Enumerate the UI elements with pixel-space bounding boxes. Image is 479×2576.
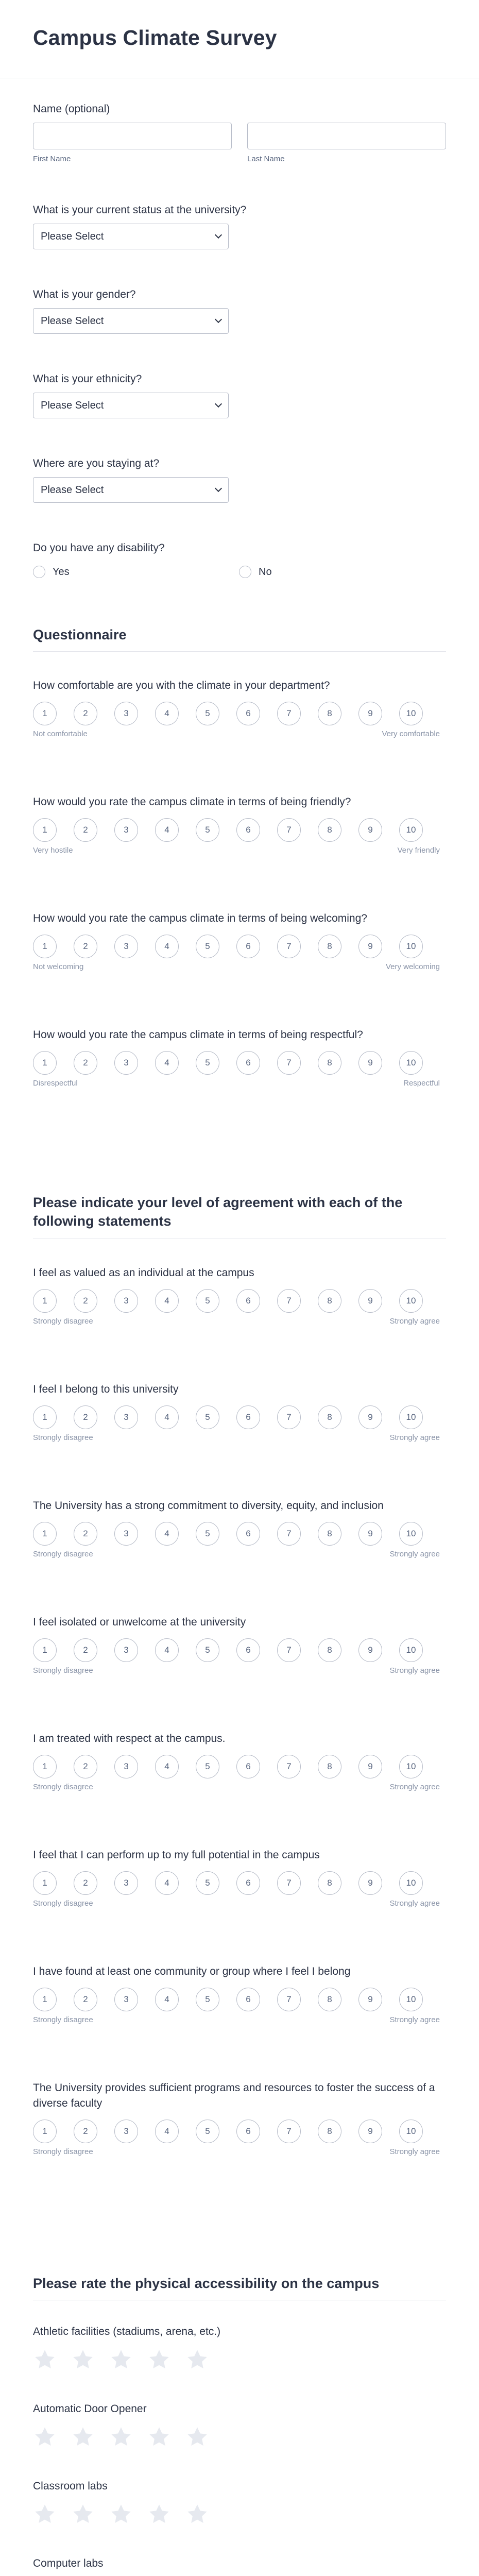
status-label: What is your current status at the university? bbox=[33, 204, 247, 216]
scale-low-label: Strongly disagree bbox=[33, 2147, 93, 2156]
questionnaire-1-rating-group bbox=[33, 678, 446, 738]
scale-high-label: Respectful bbox=[403, 1079, 440, 1088]
scale-low-label: Very hostile bbox=[33, 846, 73, 855]
scale-option-5[interactable]: 5 bbox=[196, 1988, 219, 2011]
scale-option-1[interactable]: 1 bbox=[33, 818, 57, 842]
scale-option-6[interactable]: 6 bbox=[236, 935, 260, 958]
scale-option-10[interactable]: 10 bbox=[399, 1522, 423, 1546]
scale-low-label: Disrespectful bbox=[33, 1079, 78, 1088]
scale-option-5[interactable]: 5 bbox=[196, 1871, 219, 1895]
agreement-1-rating-group bbox=[33, 1265, 446, 1326]
section-divider bbox=[33, 651, 446, 652]
star-icon[interactable] bbox=[147, 2503, 171, 2526]
scale-option-9[interactable]: 9 bbox=[358, 1871, 382, 1895]
scale-low-label: Strongly disagree bbox=[33, 1433, 93, 1442]
scale-option-2[interactable]: 2 bbox=[74, 2120, 97, 2143]
scale-options bbox=[33, 1405, 446, 1429]
agreement-6-rating-group bbox=[33, 1848, 446, 1908]
scale-option-3[interactable]: 3 bbox=[114, 1522, 138, 1546]
scale-option-6[interactable]: 6 bbox=[236, 1405, 260, 1429]
scale-option-8[interactable]: 8 bbox=[318, 1051, 341, 1075]
agreement-5-question: I am treated with respect at the campus. bbox=[33, 1733, 226, 1744]
scale-option-7[interactable]: 7 bbox=[277, 1405, 301, 1429]
scale-option-2[interactable]: 2 bbox=[74, 1988, 97, 2011]
status-select[interactable] bbox=[33, 224, 229, 249]
questionnaire-1-question: How comfortable are you with the climate in your department? bbox=[33, 680, 330, 691]
scale-option-3[interactable]: 3 bbox=[114, 1405, 138, 1429]
scale-option-6[interactable]: 6 bbox=[236, 1988, 260, 2011]
scale-option-8[interactable]: 8 bbox=[318, 1522, 341, 1546]
scale-option-4[interactable]: 4 bbox=[155, 1405, 179, 1429]
scale-option-8[interactable]: 8 bbox=[318, 1755, 341, 1778]
scale-low-label: Strongly disagree bbox=[33, 1666, 93, 1675]
agreement-2-question: I feel I belong to this university bbox=[33, 1383, 179, 1395]
star-icon[interactable] bbox=[185, 2426, 209, 2448]
scale-option-4[interactable]: 4 bbox=[155, 1522, 179, 1546]
scale-option-8[interactable]: 8 bbox=[318, 702, 341, 725]
scale-options bbox=[33, 1755, 446, 1778]
chevron-down-icon bbox=[215, 400, 222, 408]
scale-option-2[interactable]: 2 bbox=[74, 702, 97, 725]
questionnaire-heading: Questionnaire bbox=[33, 627, 127, 642]
agreement-3-rating-group bbox=[33, 1498, 446, 1558]
scale-option-9[interactable]: 9 bbox=[358, 818, 382, 842]
scale-high-label: Strongly agree bbox=[389, 1666, 440, 1675]
questionnaire-2-rating-group bbox=[33, 794, 446, 855]
scale-option-7[interactable]: 7 bbox=[277, 1522, 301, 1546]
star-rating bbox=[33, 2426, 446, 2448]
scale-high-label: Strongly agree bbox=[389, 1783, 440, 1791]
scale-high-label: Strongly agree bbox=[389, 1550, 440, 1558]
scale-options bbox=[33, 1638, 446, 1662]
scale-option-8[interactable]: 8 bbox=[318, 1638, 341, 1662]
agreement-7-question: I have found at least one community or group where I feel I belong bbox=[33, 1965, 351, 1977]
ethnicity-field-group bbox=[33, 373, 229, 418]
residence-select[interactable] bbox=[33, 477, 229, 503]
scale-option-10[interactable]: 10 bbox=[399, 1755, 423, 1778]
agreement-8-rating-group bbox=[33, 2080, 446, 2156]
scale-options bbox=[33, 1051, 446, 1075]
scale-option-8[interactable]: 8 bbox=[318, 935, 341, 958]
scale-low-label: Strongly disagree bbox=[33, 1317, 93, 1326]
accessibility-heading: Please rate the physical accessibility on the campus bbox=[33, 2276, 380, 2291]
scale-option-10[interactable]: 10 bbox=[399, 935, 423, 958]
star-icon[interactable] bbox=[109, 2503, 133, 2526]
accessibility-item-label: Automatic Door Opener bbox=[33, 2403, 147, 2415]
accessibility-item-label: Classroom labs bbox=[33, 2480, 108, 2492]
scale-option-1[interactable]: 1 bbox=[33, 1871, 57, 1895]
star-icon[interactable] bbox=[71, 2503, 95, 2526]
scale-options bbox=[33, 1871, 446, 1895]
residence-field-group bbox=[33, 457, 229, 503]
scale-option-7[interactable]: 7 bbox=[277, 1988, 301, 2011]
scale-option-4[interactable]: 4 bbox=[155, 1988, 179, 2011]
scale-option-4[interactable]: 4 bbox=[155, 702, 179, 725]
scale-option-5[interactable]: 5 bbox=[196, 702, 219, 725]
scale-option-5[interactable]: 5 bbox=[196, 935, 219, 958]
scale-option-5[interactable]: 5 bbox=[196, 2120, 219, 2143]
scale-option-6[interactable]: 6 bbox=[236, 1289, 260, 1313]
scale-option-2[interactable]: 2 bbox=[74, 1871, 97, 1895]
form-header bbox=[0, 0, 479, 78]
ethnicity-label: What is your ethnicity? bbox=[33, 373, 142, 385]
scale-options bbox=[33, 1289, 446, 1313]
disability-option-yes[interactable] bbox=[33, 566, 239, 578]
scale-option-9[interactable]: 9 bbox=[358, 702, 382, 725]
agreement-5-rating-group bbox=[33, 1731, 446, 1791]
last-name-input[interactable] bbox=[247, 123, 446, 149]
star-icon[interactable] bbox=[185, 2503, 209, 2526]
scale-option-10[interactable]: 10 bbox=[399, 702, 423, 725]
scale-option-1[interactable]: 1 bbox=[33, 2120, 57, 2143]
scale-option-2[interactable]: 2 bbox=[74, 1522, 97, 1546]
scale-option-10[interactable]: 10 bbox=[399, 1405, 423, 1429]
star-icon[interactable] bbox=[71, 2426, 95, 2448]
scale-option-3[interactable]: 3 bbox=[114, 1638, 138, 1662]
ethnicity-select-value: Please Select bbox=[41, 399, 104, 411]
scale-option-1[interactable]: 1 bbox=[33, 1051, 57, 1075]
scale-option-9[interactable]: 9 bbox=[358, 1405, 382, 1429]
scale-option-7[interactable]: 7 bbox=[277, 2120, 301, 2143]
star-icon[interactable] bbox=[33, 2426, 57, 2448]
scale-option-9[interactable]: 9 bbox=[358, 1051, 382, 1075]
scale-option-6[interactable]: 6 bbox=[236, 2120, 260, 2143]
scale-option-8[interactable]: 8 bbox=[318, 2120, 341, 2143]
star-icon[interactable] bbox=[147, 2426, 171, 2448]
scale-option-10[interactable]: 10 bbox=[399, 818, 423, 842]
accessibility-rating-1 bbox=[33, 2326, 446, 2371]
scale-option-8[interactable]: 8 bbox=[318, 1289, 341, 1313]
scale-low-label: Strongly disagree bbox=[33, 1550, 93, 1558]
scale-option-4[interactable]: 4 bbox=[155, 1051, 179, 1075]
disability-label: Do you have any disability? bbox=[33, 542, 165, 554]
name-field-group bbox=[33, 103, 446, 163]
agreement-7-rating-group bbox=[33, 1964, 446, 2024]
scale-options bbox=[33, 818, 446, 842]
page-title: Campus Climate Survey bbox=[33, 26, 277, 49]
scale-option-7[interactable]: 7 bbox=[277, 1638, 301, 1662]
accessibility-item-label: Athletic facilities (stadiums, arena, etc.) bbox=[33, 2326, 221, 2337]
scale-option-2[interactable]: 2 bbox=[74, 818, 97, 842]
scale-low-label: Strongly disagree bbox=[33, 1783, 93, 1791]
scale-option-3[interactable]: 3 bbox=[114, 2120, 138, 2143]
scale-option-7[interactable]: 7 bbox=[277, 1755, 301, 1778]
scale-option-1[interactable]: 1 bbox=[33, 935, 57, 958]
scale-option-3[interactable]: 3 bbox=[114, 935, 138, 958]
scale-low-label: Strongly disagree bbox=[33, 1899, 93, 1908]
scale-option-1[interactable]: 1 bbox=[33, 702, 57, 725]
scale-high-label: Very welcoming bbox=[385, 962, 440, 971]
radio-button[interactable] bbox=[239, 566, 251, 578]
scale-low-label: Not comfortable bbox=[33, 730, 88, 738]
questionnaire-3-question: How would you rate the campus climate in terms of being welcoming? bbox=[33, 912, 367, 924]
radio-button[interactable] bbox=[33, 566, 45, 578]
scale-option-8[interactable]: 8 bbox=[318, 1871, 341, 1895]
agreement-6-question: I feel that I can perform up to my full potential in the campus bbox=[33, 1849, 320, 1861]
scale-option-10[interactable]: 10 bbox=[399, 1638, 423, 1662]
scale-option-5[interactable]: 5 bbox=[196, 1405, 219, 1429]
scale-option-2[interactable]: 2 bbox=[74, 1289, 97, 1313]
scale-option-6[interactable]: 6 bbox=[236, 1638, 260, 1662]
scale-high-label: Strongly agree bbox=[389, 2147, 440, 2156]
star-icon[interactable] bbox=[147, 2348, 171, 2371]
questionnaire-4-question: How would you rate the campus climate in terms of being respectful? bbox=[33, 1029, 363, 1041]
first-name-sublabel: First Name bbox=[33, 155, 71, 163]
star-rating bbox=[33, 2503, 446, 2526]
scale-option-6[interactable]: 6 bbox=[236, 1755, 260, 1778]
gender-select[interactable] bbox=[33, 308, 229, 334]
star-icon[interactable] bbox=[33, 2503, 57, 2526]
scale-option-7[interactable]: 7 bbox=[277, 1871, 301, 1895]
scale-option-10[interactable]: 10 bbox=[399, 2120, 423, 2143]
first-name-input[interactable] bbox=[33, 123, 232, 149]
chevron-down-icon bbox=[215, 231, 222, 239]
last-name-sublabel: Last Name bbox=[247, 155, 285, 163]
disability-field-group bbox=[33, 542, 446, 578]
scale-option-5[interactable]: 5 bbox=[196, 1755, 219, 1778]
star-icon[interactable] bbox=[109, 2348, 133, 2371]
scale-option-1[interactable]: 1 bbox=[33, 1289, 57, 1313]
scale-option-9[interactable]: 9 bbox=[358, 1289, 382, 1313]
scale-option-10[interactable]: 10 bbox=[399, 1051, 423, 1075]
scale-option-5[interactable]: 5 bbox=[196, 1051, 219, 1075]
scale-option-5[interactable]: 5 bbox=[196, 818, 219, 842]
questionnaire-3-rating-group bbox=[33, 911, 446, 971]
residence-select-value: Please Select bbox=[41, 484, 104, 496]
scale-option-1[interactable]: 1 bbox=[33, 1988, 57, 2011]
star-icon[interactable] bbox=[71, 2348, 95, 2371]
scale-option-2[interactable]: 2 bbox=[74, 935, 97, 958]
scale-option-2[interactable]: 2 bbox=[74, 1405, 97, 1429]
scale-option-3[interactable]: 3 bbox=[114, 1755, 138, 1778]
scale-option-10[interactable]: 10 bbox=[399, 1871, 423, 1895]
scale-option-8[interactable]: 8 bbox=[318, 1988, 341, 2011]
scale-option-4[interactable]: 4 bbox=[155, 1755, 179, 1778]
scale-high-label: Strongly agree bbox=[389, 1317, 440, 1326]
scale-option-1[interactable]: 1 bbox=[33, 1405, 57, 1429]
ethnicity-select[interactable] bbox=[33, 393, 229, 418]
scale-options bbox=[33, 702, 446, 725]
scale-option-6[interactable]: 6 bbox=[236, 702, 260, 725]
scale-option-4[interactable]: 4 bbox=[155, 1871, 179, 1895]
scale-option-6[interactable]: 6 bbox=[236, 818, 260, 842]
scale-option-5[interactable]: 5 bbox=[196, 1522, 219, 1546]
scale-option-9[interactable]: 9 bbox=[358, 935, 382, 958]
star-rating bbox=[33, 2348, 446, 2371]
scale-low-label: Not welcoming bbox=[33, 962, 84, 971]
star-icon[interactable] bbox=[33, 2348, 57, 2371]
scale-option-1[interactable]: 1 bbox=[33, 1638, 57, 1662]
scale-option-4[interactable]: 4 bbox=[155, 935, 179, 958]
scale-option-4[interactable]: 4 bbox=[155, 818, 179, 842]
scale-high-label: Very comfortable bbox=[382, 730, 440, 738]
scale-option-2[interactable]: 2 bbox=[74, 1755, 97, 1778]
questionnaire-4-rating-group bbox=[33, 1027, 446, 1088]
scale-option-7[interactable]: 7 bbox=[277, 1289, 301, 1313]
radio-label: No bbox=[259, 566, 272, 578]
scale-option-9[interactable]: 9 bbox=[358, 2120, 382, 2143]
star-icon[interactable] bbox=[109, 2426, 133, 2448]
accessibility-rating-2 bbox=[33, 2403, 446, 2448]
scale-options bbox=[33, 1988, 446, 2011]
accessibility-rating-4 bbox=[33, 2557, 446, 2576]
scale-option-10[interactable]: 10 bbox=[399, 1988, 423, 2011]
scale-option-8[interactable]: 8 bbox=[318, 818, 341, 842]
accessibility-item-label: Computer labs bbox=[33, 2557, 104, 2569]
scale-options bbox=[33, 1522, 446, 1546]
scale-option-3[interactable]: 3 bbox=[114, 818, 138, 842]
agreement-4-rating-group bbox=[33, 1615, 446, 1675]
scale-high-label: Strongly agree bbox=[389, 1899, 440, 1908]
gender-label: What is your gender? bbox=[33, 289, 136, 300]
scale-option-7[interactable]: 7 bbox=[277, 818, 301, 842]
status-select-value: Please Select bbox=[41, 230, 104, 242]
agreement-1-question: I feel as valued as an individual at the campus bbox=[33, 1267, 254, 1279]
accessibility-rating-3 bbox=[33, 2480, 446, 2526]
scale-high-label: Very friendly bbox=[397, 846, 440, 855]
agreement-8-question: The University provides sufficient programs and resources to foster the success of a diverse faculty bbox=[33, 2082, 435, 2109]
scale-option-4[interactable]: 4 bbox=[155, 1638, 179, 1662]
scale-option-2[interactable]: 2 bbox=[74, 1638, 97, 1662]
agreement-4-question: I feel isolated or unwelcome at the university bbox=[33, 1616, 246, 1628]
scale-option-4[interactable]: 4 bbox=[155, 2120, 179, 2143]
residence-label: Where are you staying at? bbox=[33, 457, 160, 469]
chevron-down-icon bbox=[215, 485, 222, 492]
scale-option-5[interactable]: 5 bbox=[196, 1289, 219, 1313]
scale-low-label: Strongly disagree bbox=[33, 2015, 93, 2024]
scale-option-6[interactable]: 6 bbox=[236, 1051, 260, 1075]
scale-option-9[interactable]: 9 bbox=[358, 1755, 382, 1778]
scale-option-4[interactable]: 4 bbox=[155, 1289, 179, 1313]
scale-option-3[interactable]: 3 bbox=[114, 1289, 138, 1313]
name-label: Name (optional) bbox=[33, 103, 110, 115]
agreement-heading: Please indicate your level of agreement with each of the following statements bbox=[33, 1195, 403, 1229]
scale-high-label: Strongly agree bbox=[389, 2015, 440, 2024]
agreement-3-question: The University has a strong commitment to diversity, equity, and inclusion bbox=[33, 1500, 384, 1512]
star-icon[interactable] bbox=[185, 2348, 209, 2371]
scale-option-7[interactable]: 7 bbox=[277, 935, 301, 958]
gender-field-group bbox=[33, 289, 229, 334]
scale-option-3[interactable]: 3 bbox=[114, 1051, 138, 1075]
scale-option-3[interactable]: 3 bbox=[114, 1871, 138, 1895]
scale-option-3[interactable]: 3 bbox=[114, 702, 138, 725]
chevron-down-icon bbox=[215, 316, 222, 323]
gender-select-value: Please Select bbox=[41, 315, 104, 327]
scale-high-label: Strongly agree bbox=[389, 1433, 440, 1442]
scale-option-5[interactable]: 5 bbox=[196, 1638, 219, 1662]
scale-options bbox=[33, 2120, 446, 2143]
scale-option-2[interactable]: 2 bbox=[74, 1051, 97, 1075]
scale-option-9[interactable]: 9 bbox=[358, 1988, 382, 2011]
status-field-group bbox=[33, 204, 246, 249]
scale-option-6[interactable]: 6 bbox=[236, 1871, 260, 1895]
scale-option-7[interactable]: 7 bbox=[277, 1051, 301, 1075]
agreement-2-rating-group bbox=[33, 1382, 446, 1442]
scale-option-9[interactable]: 9 bbox=[358, 1638, 382, 1662]
scale-option-9[interactable]: 9 bbox=[358, 1522, 382, 1546]
questionnaire-2-question: How would you rate the campus climate in terms of being friendly? bbox=[33, 796, 351, 808]
radio-label: Yes bbox=[53, 566, 70, 578]
scale-option-3[interactable]: 3 bbox=[114, 1988, 138, 2011]
scale-option-6[interactable]: 6 bbox=[236, 1522, 260, 1546]
scale-option-1[interactable]: 1 bbox=[33, 1755, 57, 1778]
scale-option-8[interactable]: 8 bbox=[318, 1405, 341, 1429]
scale-option-7[interactable]: 7 bbox=[277, 702, 301, 725]
disability-option-no[interactable] bbox=[239, 566, 445, 578]
scale-option-1[interactable]: 1 bbox=[33, 1522, 57, 1546]
scale-options bbox=[33, 935, 446, 958]
scale-option-10[interactable]: 10 bbox=[399, 1289, 423, 1313]
